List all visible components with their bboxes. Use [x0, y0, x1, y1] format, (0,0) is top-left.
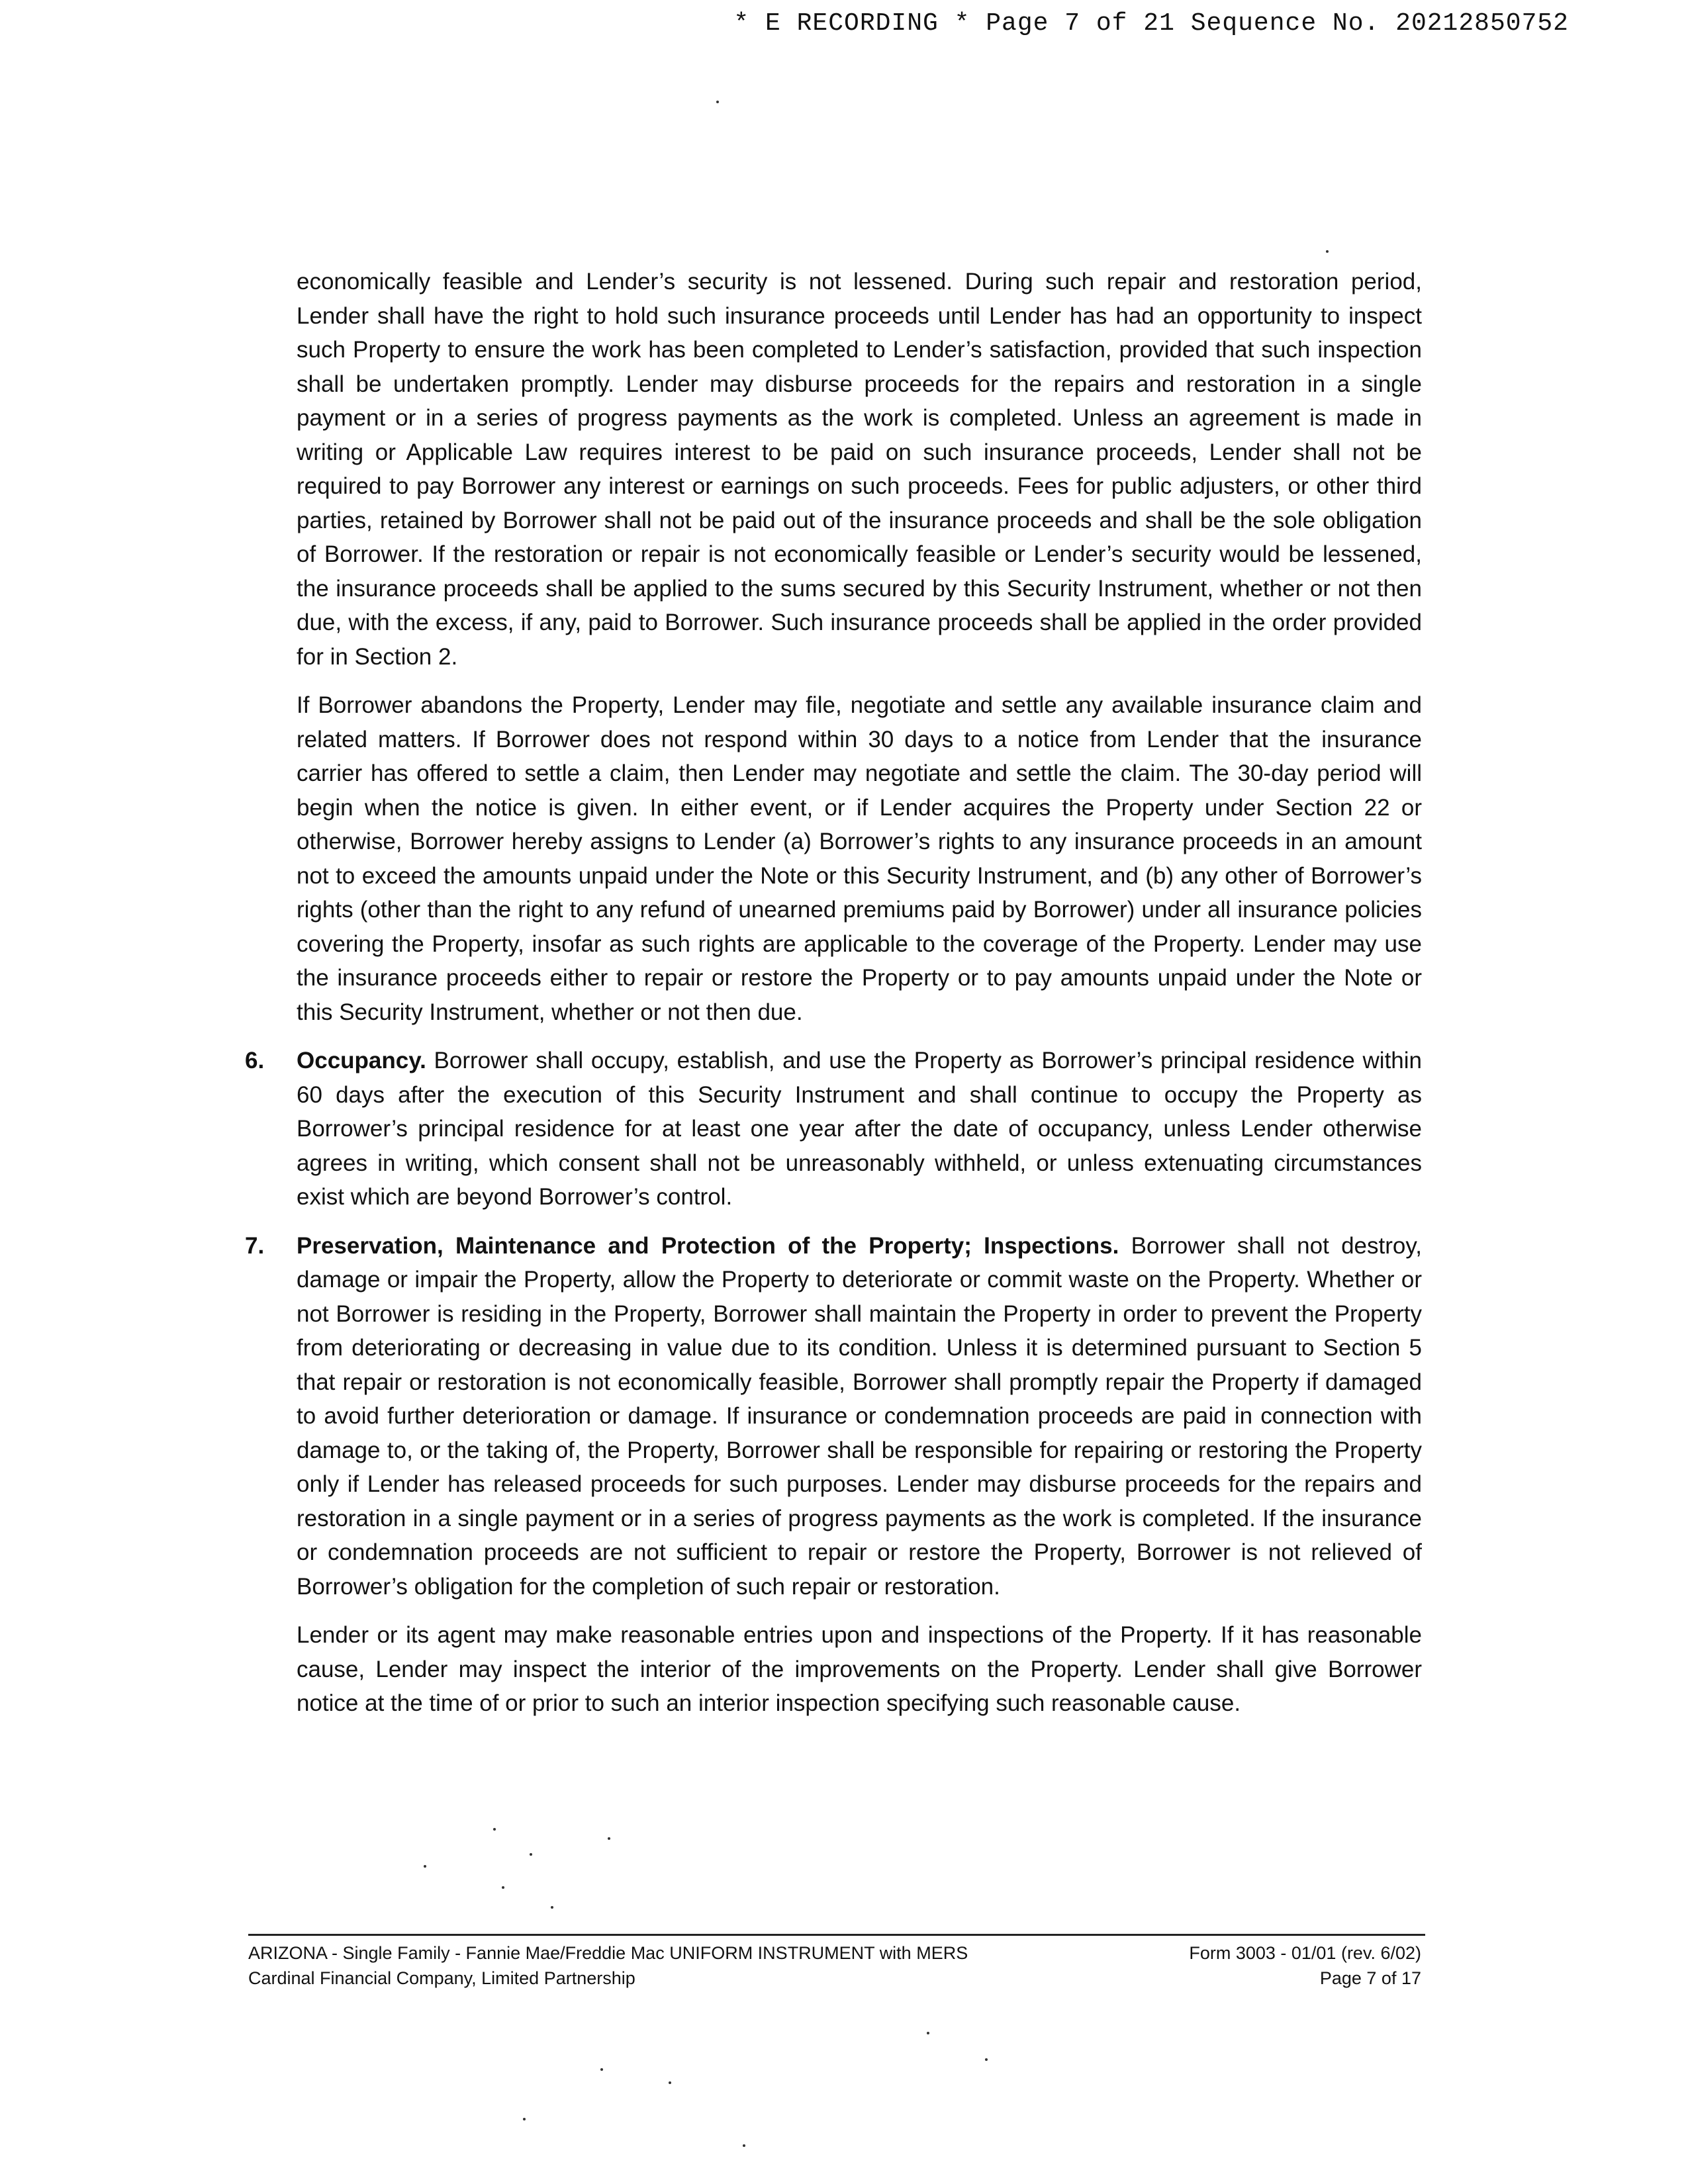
section-text: Borrower shall not destroy, damage or impair the Property, allow the Property to deteriorate or commit waste on the Property. Whether or not Borrower is residing in the Property, Borrower shall maintain the Property in order to prevent the Property from deteriorating or decreasing in value due to its condition. Unless it is determined pursuant to Section 5 that repair or restoration is not economically feasible, Borrower shall promptly repair the Property if damaged to avoid further deterioration or damage. If insurance or condemnation proceeds are paid in connection with damage to, or the taking of, the Property, Borrower shall be responsible for repairing or restoring the Property only if Lender has released proceeds for such purposes. Lender may disburse proceeds for the repairs and restoration in a single payment or in a series of progress payments as the work is completed. If the insurance or condemnation proceeds are not sufficient to repair or restore the Property, Borrower is not relieved of Borrower’s obligation for the completion of such repair or restoration. [297, 1232, 1422, 1600]
footer-page-number: Page 7 of 17 [1319, 1968, 1421, 1988]
footer-form-number: Form 3003 - 01/01 (rev. 6/02) [1189, 1943, 1421, 1963]
scan-speck [716, 101, 719, 103]
footer-divider [248, 1934, 1425, 1936]
scan-speck [424, 1865, 426, 1868]
section-occupancy [245, 1044, 1422, 1214]
recording-header: * E RECORDING * Page 7 of 21 Sequence No. 20212850752 [733, 9, 1569, 38]
paragraph-property-abandonment: If Borrower abandons the Property, Lender may file, negotiate and settle any available insurance claim and related matters. If Borrower does not respond within 30 days to a notice from Lender that the insurance carrier has offered to settle a claim, then Lender may negotiate and settle the claim. The 30-day period will begin when the notice is given. In either event, or if Lender acquires the Property under Section 22 or otherwise, Borrower hereby assigns to Lender (a) Borrower’s rights to any insurance proceeds in an amount not to exceed the amounts unpaid under the Note or this Security Instrument, and (b) any other of Borrower’s rights (other than the right to any refund of unearned premiums paid by Borrower) under all insurance policies covering the Property, insofar as such rights are applicable to the coverage of the Property. Lender may use the insurance proceeds either to repair or restore the Property or to pay amounts unpaid under the Note or this Security Instrument, whether or not then due. [297, 692, 1422, 1025]
scan-speck [608, 1837, 610, 1840]
scan-speck [551, 1906, 553, 1909]
scan-speck [600, 2068, 603, 2071]
paragraph-inspections: Lender or its agent may make reasonable entries upon and inspections of the Property. If it has reasonable cause, Lender may inspect the interior of the improvements on the Property. Lender shall give Borrower notice at the time of or prior to such an interior inspection specifying such reasonable cause. [297, 1622, 1422, 1716]
section-number: 7. [245, 1232, 265, 1259]
section-title: Preservation, Maintenance and Protection of the Property; Inspections. [297, 1232, 1119, 1259]
footer-company: Cardinal Financial Company, Limited Partnership [248, 1968, 635, 1988]
section-number: 6. [245, 1048, 265, 1073]
document-body [245, 265, 1422, 1735]
scan-speck [530, 1853, 532, 1856]
scan-speck [985, 2058, 988, 2061]
section-title: Occupancy. [297, 1048, 426, 1073]
section-text: Borrower shall occupy, establish, and use the Property as Borrower’s principal residence within 60 days after the execution of this Security Instrument and shall continue to occupy the Property as Borrower’s principal residence for at least one year after the date of occupancy, unless Lender otherwise agrees in writing, which consent shall not be unreasonably withheld, or unless extenuating circumstances exist which are beyond Borrower’s control. [297, 1048, 1422, 1210]
section-preservation [245, 1229, 1422, 1604]
scan-speck [1326, 250, 1329, 253]
scan-speck [743, 2144, 745, 2147]
scan-speck [523, 2118, 526, 2120]
scan-speck [927, 2032, 929, 2034]
paragraph-insurance-restoration: economically feasible and Lender’s security is not lessened. During such repair and restoration period, Lender shall have the right to hold such insurance proceeds until Lender has had an opportunity to inspect such Property to ensure the work has been completed to Lender’s satisfaction, provided that such inspection shall be undertaken promptly. Lender may disburse proceeds for the repairs and restoration in a single payment or in a series of progress payments as the work is completed. Unless an agreement is made in writing or Applicable Law requires interest to be paid on such insurance proceeds, Lender shall not be required to pay Borrower any interest or earnings on such proceeds. Fees for public adjusters, or other third parties, retained by Borrower shall not be paid out of the insurance proceeds and shall be the sole obligation of Borrower. If the restoration or repair is not economically feasible or Lender’s security would be lessened, the insurance proceeds shall be applied to the sums secured by this Security Instrument, whether or not then due, with the excess, if any, paid to Borrower. Such insurance proceeds shall be applied in the order provided for in Section 2. [297, 269, 1422, 670]
scan-speck [669, 2081, 671, 2084]
scan-speck [502, 1886, 504, 1889]
scan-speck [493, 1828, 496, 1831]
footer-form-title: ARIZONA - Single Family - Fannie Mae/Freddie Mac UNIFORM INSTRUMENT with MERS [248, 1943, 968, 1963]
document-footer [248, 1940, 1425, 1991]
